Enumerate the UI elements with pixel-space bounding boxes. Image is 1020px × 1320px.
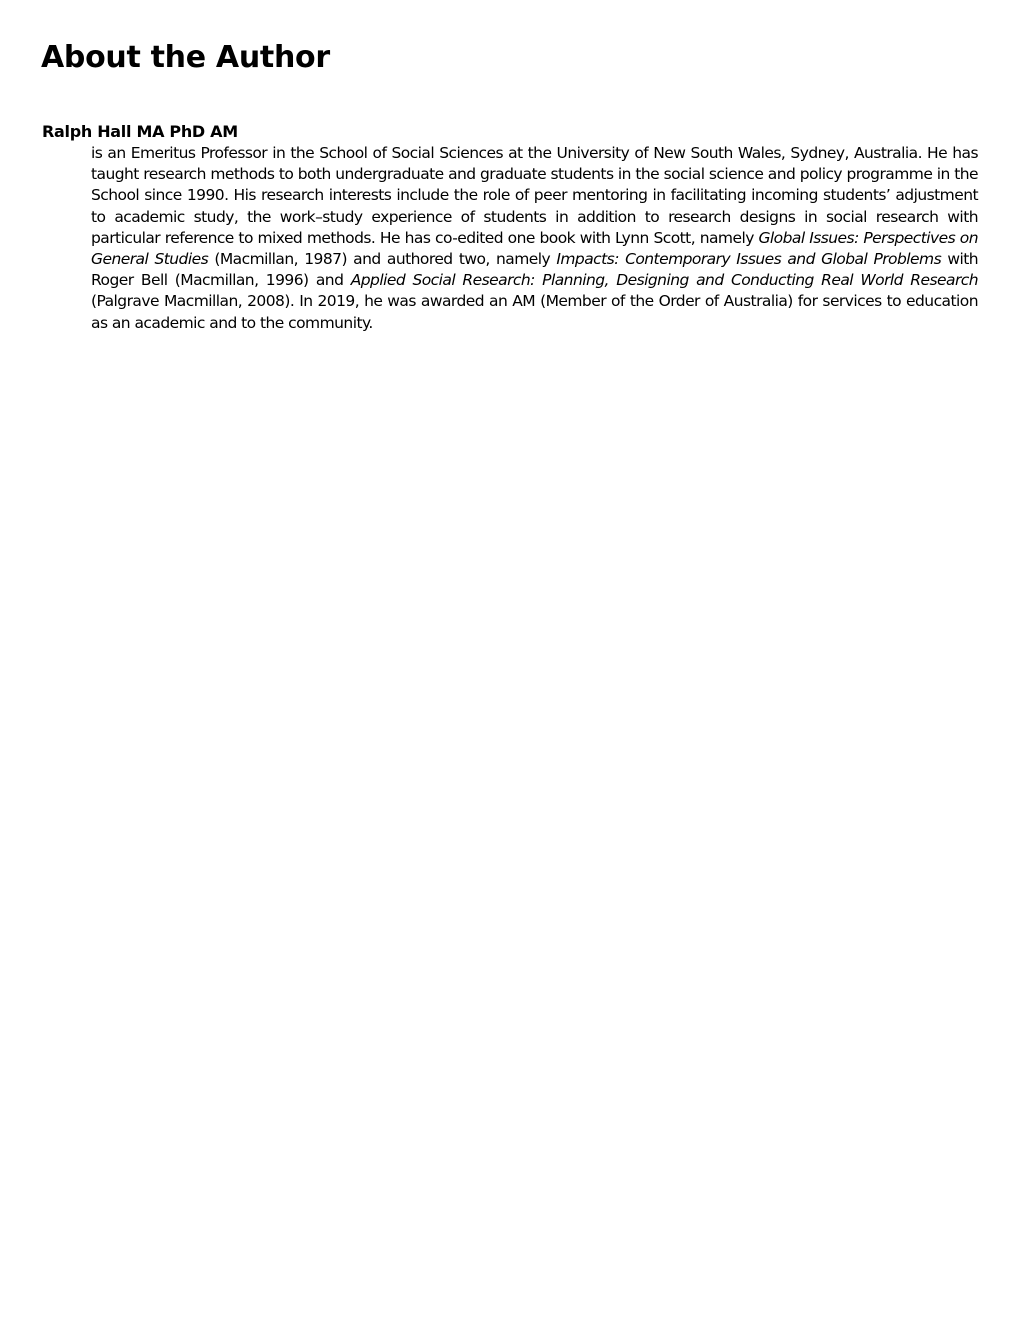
book-title-global-issues: Global Issues: Perspectives on General Studies — [91, 228, 978, 269]
bio-text-4: (Palgrave Macmillan, 2008). In 2019, he was awarded an AM (Member of the Order of Australia) for services to education as an academic and to the community. — [91, 292, 978, 332]
book-title-applied-social-research: Applied Social Research: Planning, Designing and Conducting Real World Research — [350, 271, 979, 290]
bio-text-1: is an Emeritus Professor in the School of Social Sciences at the University of New South Wales, Sydney, Australia. He has taught research methods to both undergraduate and graduate students in the social science and policy programme in the School since 1990. His research interests include the role of peer mentoring in facilitating incoming students’ adjustment to academic study, the work–study experience of students in addition to research designs in social research with particular reference to mixed methods. He has co-edited one book with Lynn Scott, namely — [91, 144, 978, 247]
author-name: Ralph Hall MA PhD AM — [42, 122, 238, 141]
book-title-impacts: Impacts: Contemporary Issues and Global Problems — [556, 250, 942, 269]
bio-text-2: (Macmillan, 1987) and authored two, namely — [208, 250, 557, 269]
page-title: About the Author — [41, 40, 330, 75]
author-bio — [91, 143, 978, 334]
bio-text-3: with Roger Bell (Macmillan, 1996) and — [91, 250, 979, 290]
